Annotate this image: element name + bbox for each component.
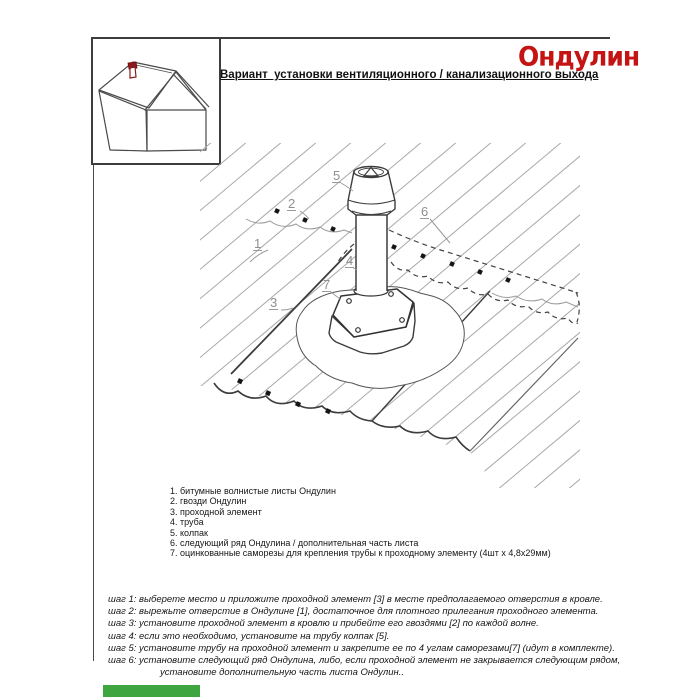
callout-6: 6 [421, 204, 429, 219]
flashing [329, 289, 415, 354]
callout-5: 5 [333, 168, 341, 183]
roof-vent-icon [128, 62, 137, 78]
legend-list [170, 486, 551, 559]
installation-diagram [190, 138, 585, 493]
step-line: шаг 5: установите трубу на проходной элемент и закрепите ее по 4 углам саморезами[7] (идут в комплекте). [108, 642, 615, 654]
callout-2: 2 [288, 196, 296, 211]
legend-item: 1. битумные волнистые листы Ондулин [170, 486, 336, 496]
pipe-cap [348, 167, 395, 216]
legend-item: 7. оцинкованные саморезы для крепления трубы к проходному элементу (4шт х 4,8х29мм) [170, 548, 551, 559]
steps-list [108, 594, 620, 679]
legend-item: 6. следующий ряд Ондулина / дополнительная часть листа [170, 538, 419, 549]
green-bar [103, 685, 200, 697]
legend-item: 4. труба [170, 517, 204, 528]
callout-4: 4 [346, 253, 354, 268]
legend-item: 2. гвозди Ондулин [170, 496, 247, 507]
step-line: шаг 3: установите проходной элемент в кровлю и прибейте его гвоздями [2] по каждой волне. [108, 618, 539, 630]
legend-item: 3. проходной элемент [170, 506, 262, 517]
pipe [354, 214, 388, 296]
page-title: Вариант установки вентиляционного / канализационного выхода [220, 69, 599, 81]
step-line: шаг 2: вырежьте отверстие в Ондулине [1], достаточное для плотного прилегания проходного элемента. [108, 606, 599, 618]
step-line: шаг 1: выберете место и приложите проходной элемент [3] в месте предполагаемого отверстия в кровле. [108, 594, 603, 605]
callout-7: 7 [323, 277, 331, 292]
step-line: шаг 4: если это необходимо, установите на трубу колпак [5]. [108, 630, 390, 642]
legend-item: 5. колпак [170, 527, 208, 538]
step-line: шаг 6: установите следующий ряд Ондулина, либо, если проходной элемент не закрывается следующим рядом, [108, 655, 621, 667]
callout-1: 1 [254, 236, 262, 251]
ondulin-logo: Ондулин [518, 41, 640, 72]
step-line: установите дополнительную часть листа Ондулин.. [160, 667, 405, 679]
callout-3: 3 [270, 295, 278, 310]
